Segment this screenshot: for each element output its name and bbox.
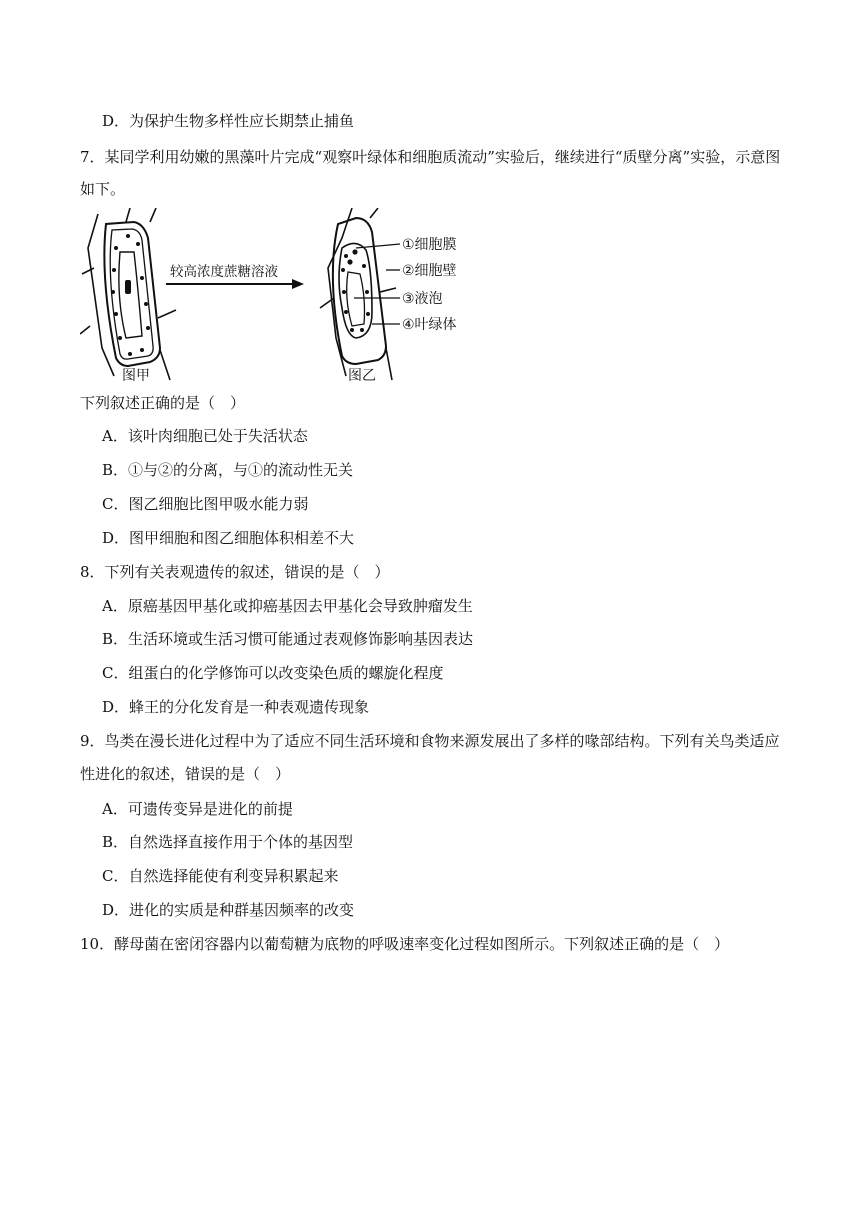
q7-stem-line1: 7．某同学利用幼嫩的黑藻叶片完成“观察叶绿体和细胞质流动”实验后，继续进行“质壁分离”实验，示意图 <box>80 148 781 166</box>
q8-option-a: A．原癌基因甲基化或抑癌基因去甲基化会导致肿瘤发生 <box>102 597 473 615</box>
q9-stem-line2: 性进化的叙述，错误的是（ ） <box>80 765 291 783</box>
q7-option-b: B．①与②的分离，与①的流动性无关 <box>102 461 354 479</box>
q9-option-c: C．自然选择能使有利变异积累起来 <box>102 867 339 885</box>
previous-question-option-d: D．为保护生物多样性应长期禁止捕鱼 <box>102 112 355 130</box>
q7-prompt: 下列叙述正确的是（ ） <box>80 394 246 412</box>
q7-option-c: C．图乙细胞比图甲吸水能力弱 <box>102 495 309 513</box>
cell-yi-drawing <box>320 208 396 380</box>
part-label-cell-membrane: ①细胞膜 <box>402 237 457 253</box>
arrow-right-icon <box>166 279 304 289</box>
q9-option-d: D．进化的实质是种群基因频率的改变 <box>102 901 355 919</box>
q9-option-a: A．可遗传变异是进化的前提 <box>102 800 293 818</box>
part-label-chloroplast: ④叶绿体 <box>402 317 457 333</box>
figure-label-jia: 图甲 <box>122 368 150 384</box>
arrow-label-sucrose: 较高浓度蔗糖溶液 <box>170 264 278 280</box>
q8-option-b: B．生活环境或生活习惯可能通过表观修饰影响基因表达 <box>102 630 474 648</box>
plasmolysis-diagram <box>80 208 480 386</box>
q10-stem: 10．酵母菌在密闭容器内以葡萄糖为底物的呼吸速率变化过程如图所示。下列叙述正确的是（ ） <box>80 935 730 953</box>
q7-figure-cell-plasmolysis <box>80 208 480 386</box>
q7-option-a: A．该叶肉细胞已处于失活状态 <box>102 427 308 445</box>
q8-option-c: C．组蛋白的化学修饰可以改变染色质的螺旋化程度 <box>102 664 444 682</box>
q9-option-b: B．自然选择直接作用于个体的基因型 <box>102 833 354 851</box>
q8-stem: 8．下列有关表观遗传的叙述，错误的是（ ） <box>80 563 390 581</box>
part-label-cell-wall: ②细胞壁 <box>402 263 457 279</box>
q9-stem-line1: 9．鸟类在漫长进化过程中为了适应不同生活环境和食物来源发展出了多样的喙部结构。下列有关鸟类适应 <box>80 732 780 750</box>
leader-lines <box>354 244 400 324</box>
q7-option-d: D．图甲细胞和图乙细胞体积相差不大 <box>102 529 355 547</box>
chloroplast-dots-yi <box>341 249 370 332</box>
figure-label-yi: 图乙 <box>348 368 376 384</box>
q7-stem-line2: 如下。 <box>80 180 126 198</box>
q8-option-d: D．蜂王的分化发育是一种表观遗传现象 <box>102 698 370 716</box>
part-label-vacuole: ③液泡 <box>402 291 443 307</box>
